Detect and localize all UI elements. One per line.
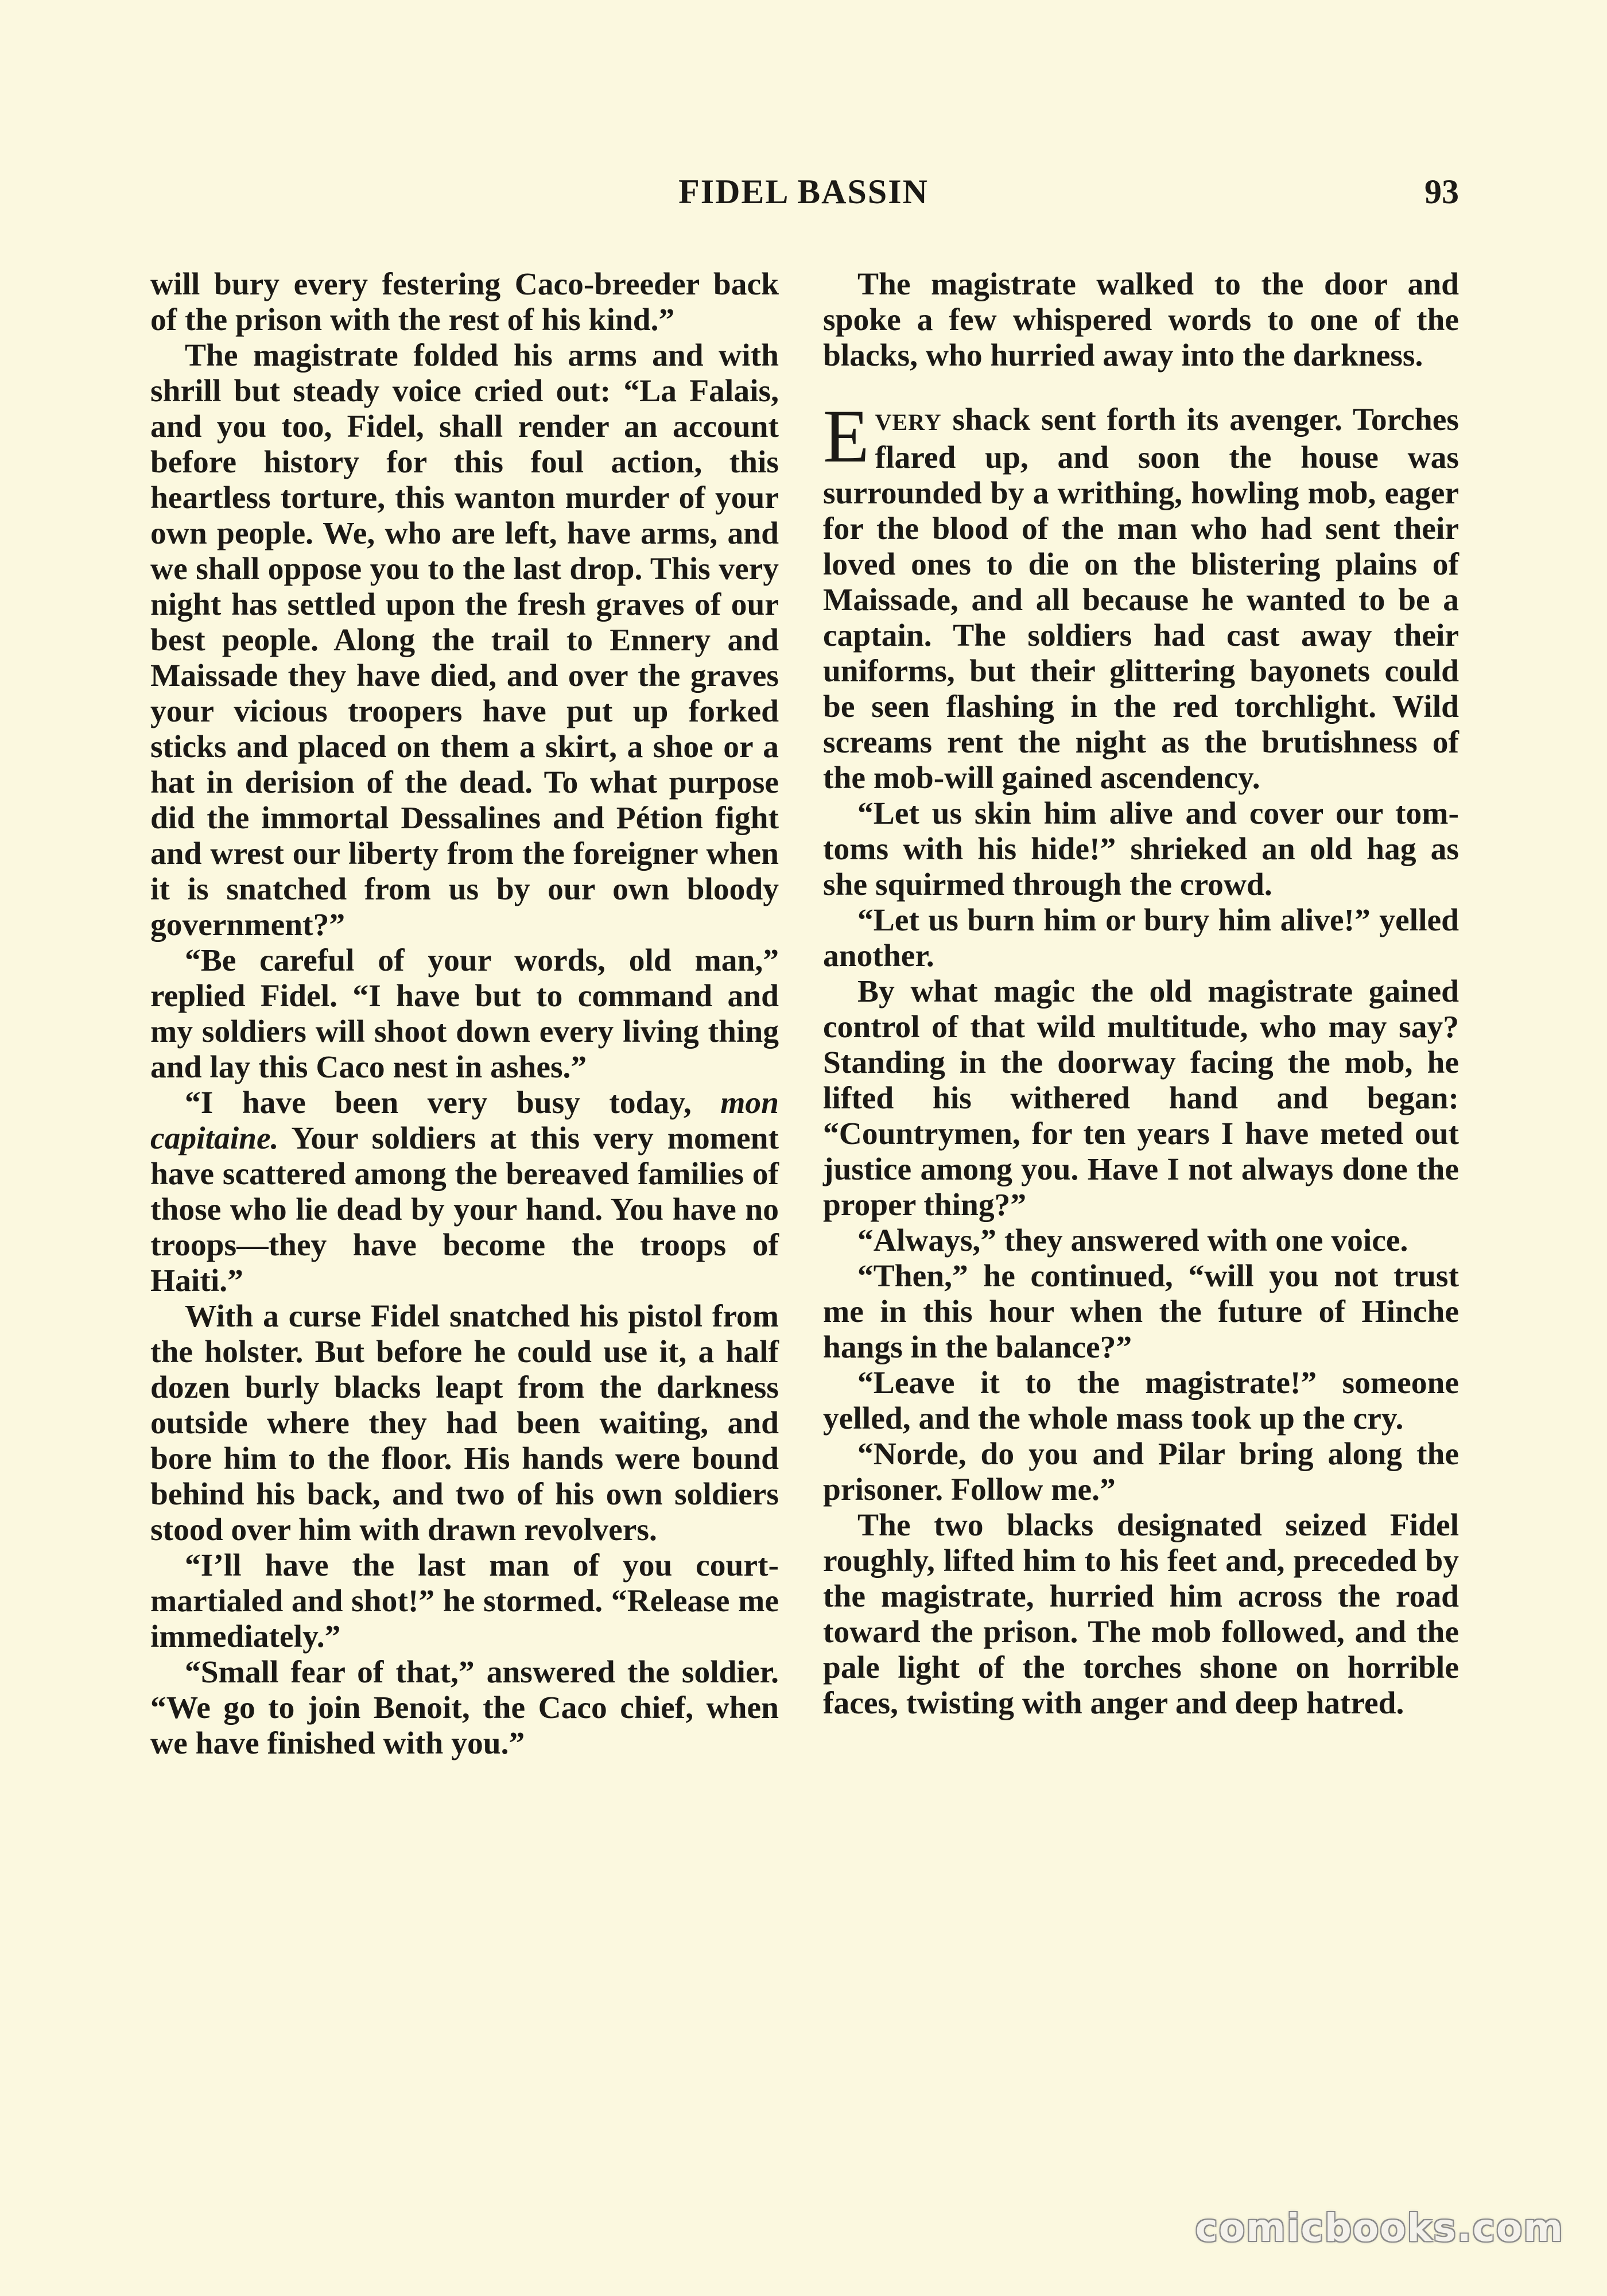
paragraph: “I’ll have the last man of you court-martialed and shot!” he stormed. “Release me immediately.” [150, 1548, 779, 1654]
paragraph: By what magic the old magistrate gained control of that wild multitude, who may say? Standing in the doorway facing the mob, he lifted his withered hand and began: “Countrymen, for ten years I have meted out justice among you. Have I not always done the proper thing?” [823, 974, 1459, 1223]
paragraph: “Let us burn him or bury him alive!” yelled another. [823, 903, 1459, 974]
paragraph: “Let us skin him alive and cover our tom-toms with his hide!” shrieked an old hag as she squirmed through the crowd. [823, 796, 1459, 902]
paragraph: With a curse Fidel snatched his pistol from the holster. But before he could use it, a half dozen burly blacks leapt from the darkness outside where they had been waiting, and bore him to the floor. His hands were bound behind his back, and two of his own soldiers stood over him with drawn revolvers. [150, 1299, 779, 1548]
paragraph: The magistrate folded his arms and with shrill but steady voice cried out: “La Falais, and you too, Fidel, shall render an account before history for this foul action, this heartless torture, this wanton murder of your own people. We, who are left, have arms, and we shall oppose you to the last drop. This very night has settled upon the fresh graves of our best people. Along the trail to Ennery and Maissade they have died, and over the graves your vicious troopers have put up forked sticks and placed on them a skirt, a shoe or a hat in derision of the dead. To what purpose did the immortal Dessalines and Pétion fight and wrest our liberty from the foreigner when it is snatched from us by our own bloody government?” [150, 338, 779, 943]
paragraph: “Always,” they answered with one voice. [857, 1223, 1408, 1258]
italic-phrase: mon capitaine. [150, 1085, 779, 1156]
paragraph: The two blacks designated seized Fidel roughly, lifted him to his feet and, preceded by the magistrate, hurried him across the road toward the prison. The mob followed, and the pale light of the torches shone on horrible faces, twisting with anger and deep hatred. [823, 1508, 1459, 1721]
left-column [150, 267, 779, 1762]
paragraph: “Then,” he continued, “will you not trust me in this hour when the future of Hinche hangs in the balance?” [823, 1259, 1459, 1365]
paragraph: “Norde, do you and Pilar bring along the prisoner. Follow me.” [823, 1437, 1459, 1507]
paragraph-text: shack sent forth its avenger. Torches flared up, and soon the house was surrounded by a writhing, howling mob, eager for the blood of the man who had sent their loved ones to die on the blistering plains of Maissade, and all because he wanted to be a captain. The soldiers had cast away their uniforms, but their glittering bayonets could be seen flashing in the red torchlight. Wild screams rent the night as the brutishness of the mob-will gained ascendency. [823, 402, 1460, 796]
right-column [823, 267, 1459, 1721]
paragraph-text: “I have been very busy today, [185, 1085, 692, 1120]
drop-cap: E [823, 394, 870, 478]
paragraph [150, 1085, 779, 1299]
paragraph: will bury every festering Caco-breeder back of the prison with the rest of his kind.” [150, 267, 779, 338]
paragraph-text: Your soldiers at this very moment have scattered among the bereaved families of those who lie dead by your hand. You have no troops—they have become the troops of Haiti.” [150, 1121, 779, 1298]
section-opening-paragraph [823, 394, 1460, 796]
watermark-logo: comicbooks.com [1195, 2206, 1564, 2250]
small-caps-word: VERY [875, 409, 942, 435]
paragraph: “Be careful of your words, old man,” replied Fidel. “I have but to command and my soldiers will shoot down every living thing and lay this Caco nest in ashes.” [150, 943, 779, 1085]
paragraph: “Leave it to the magistrate!” someone yelled, and the whole mass took up the cry. [823, 1366, 1459, 1436]
paragraph: The magistrate walked to the door and spoke a few whispered words to one of the blacks, who hurried away into the darkness. [823, 267, 1459, 373]
paragraph: “Small fear of that,” answered the soldier. “We go to join Benoit, the Caco chief, when we have finished with you.” [150, 1655, 779, 1761]
running-title: FIDEL BASSIN [678, 173, 929, 211]
page-number: 93 [1424, 173, 1459, 211]
